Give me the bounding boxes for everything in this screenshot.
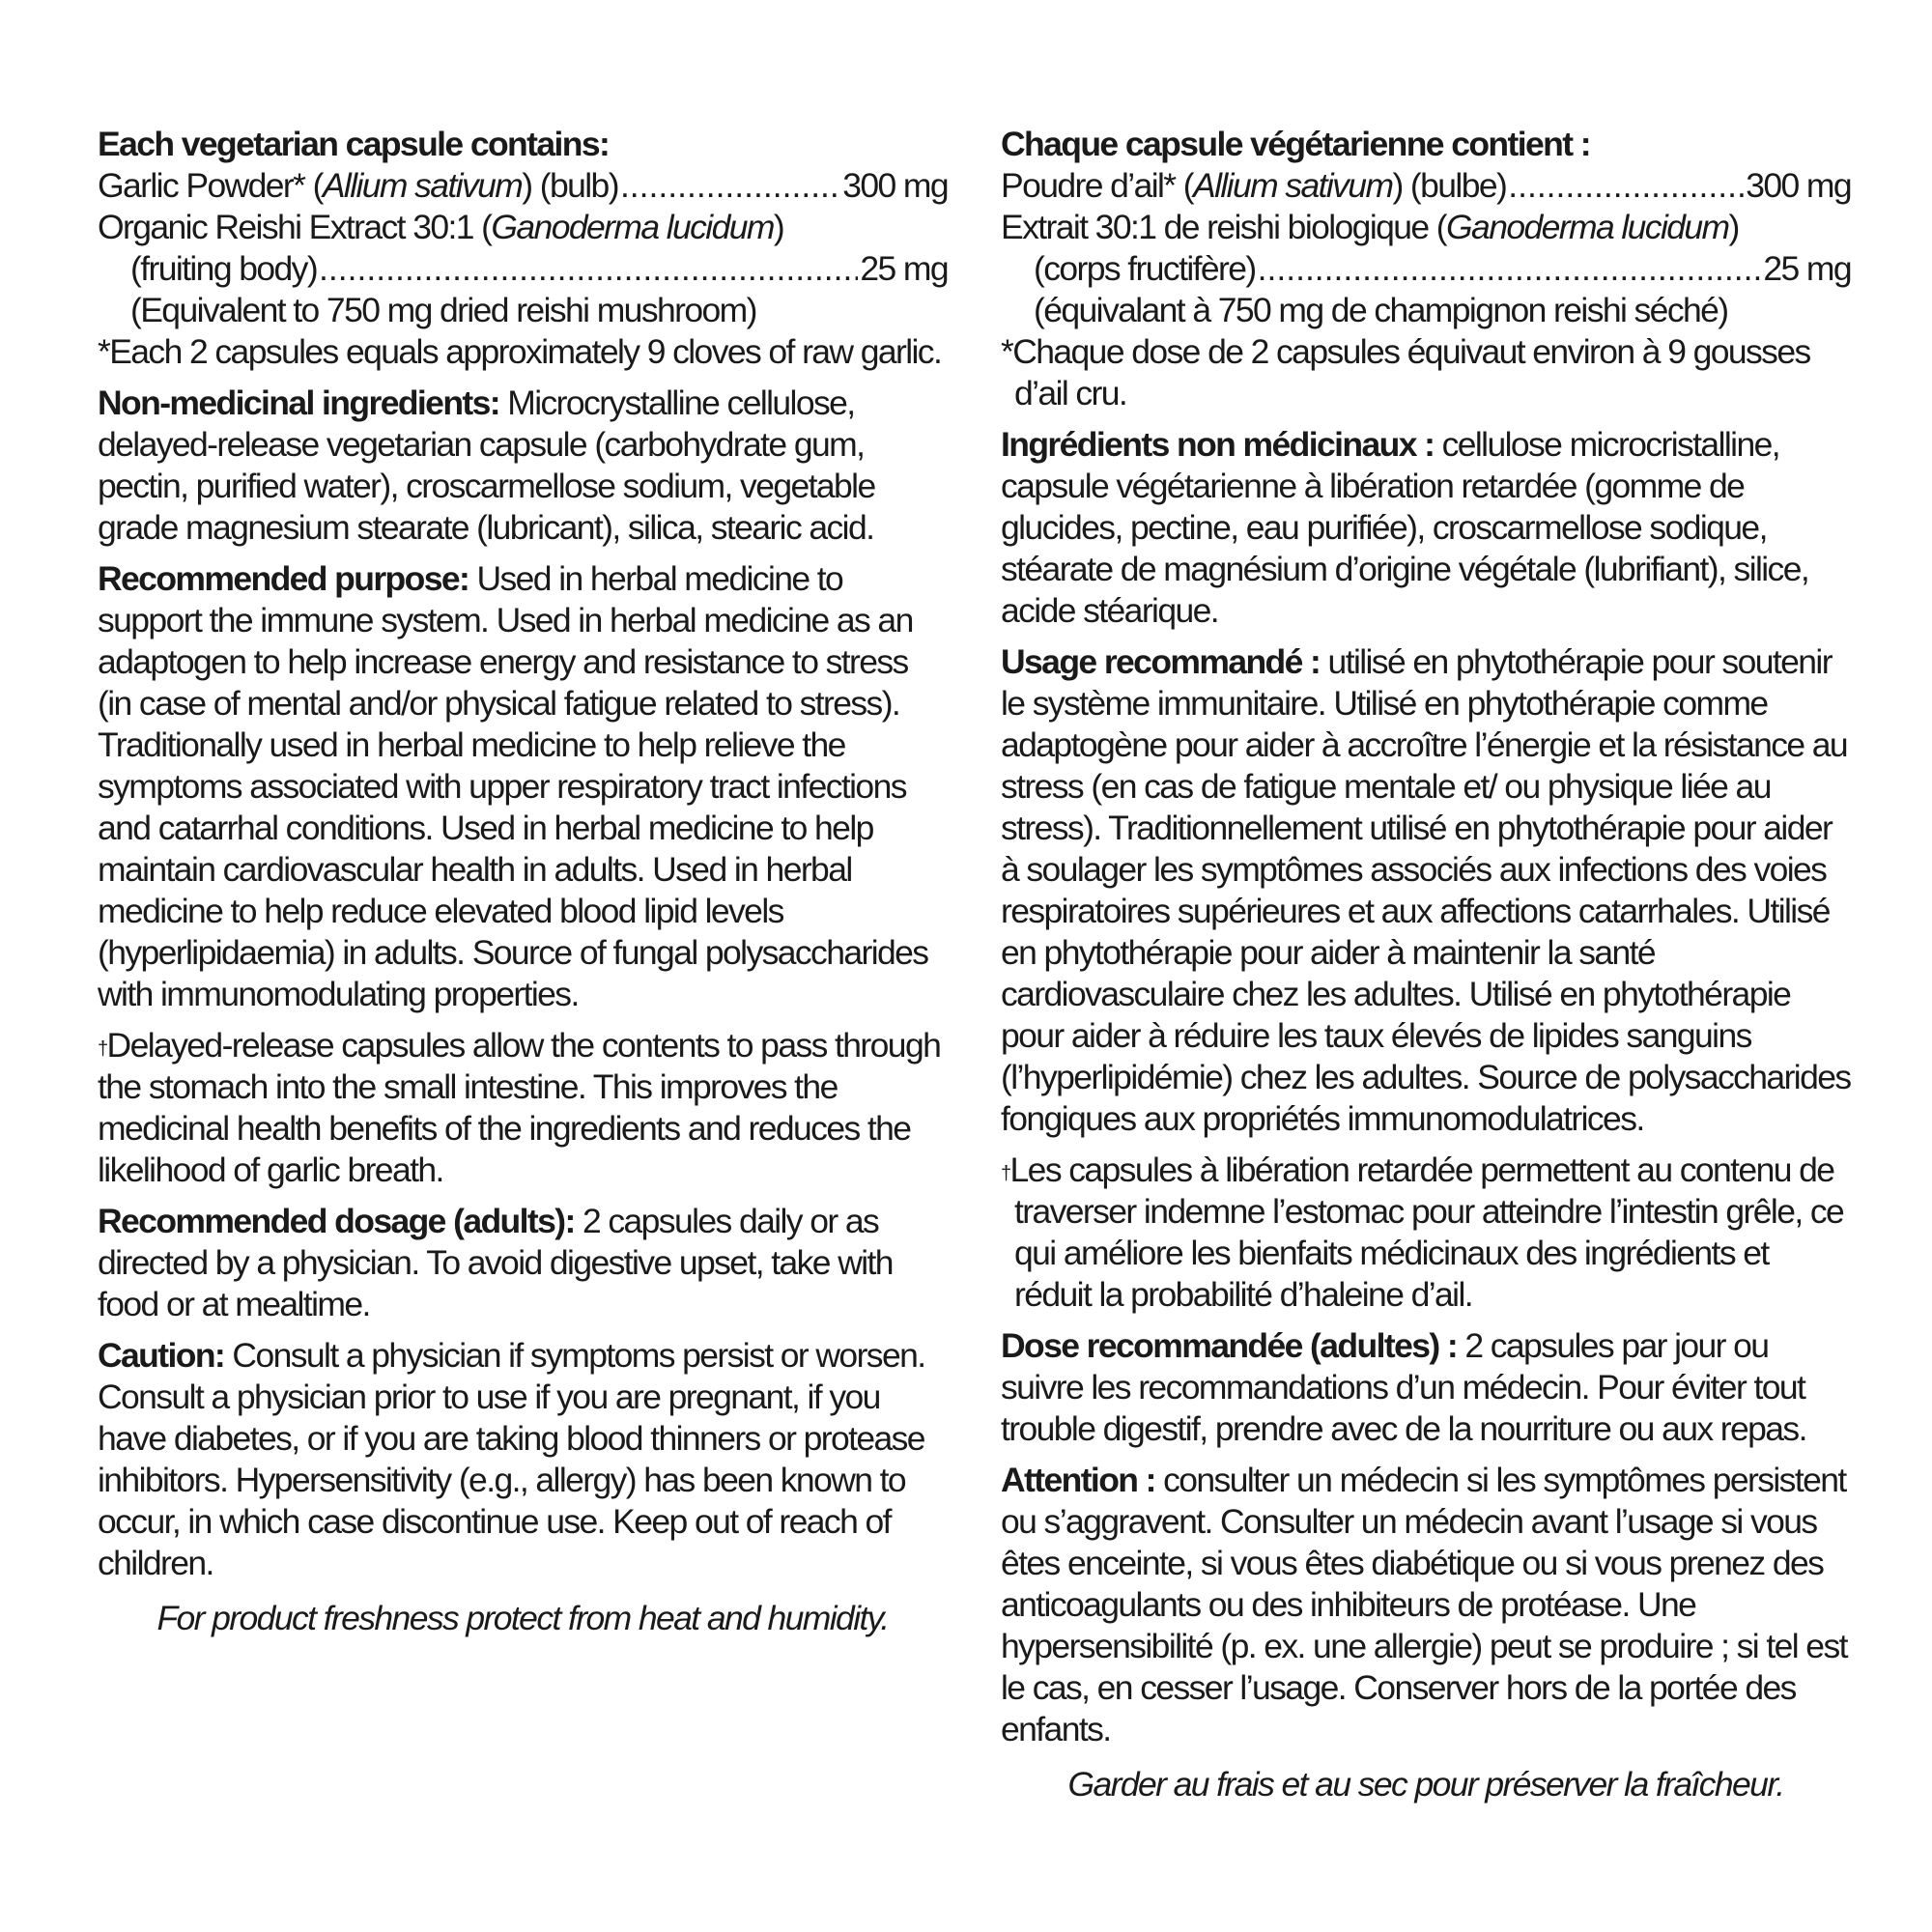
recommended-dosage (1001, 1325, 1851, 1450)
recommended-purpose (1001, 641, 1851, 1140)
section-text: cellulose microcristalline, capsule végétarienne à libération retardée (gomme de glucides, pectine, eau purifiée), croscarmellose sodique, stéarate de magnésium d’origine végétale (lubrifiant), silice, acide stéarique. (1001, 425, 1809, 630)
garlic-note: *Each 2 capsules equals approximately 9 cloves of raw garlic. (98, 332, 942, 371)
ingredient-amount: 300 mg (842, 166, 948, 205)
english-label-column (98, 124, 948, 1649)
section-label: Caution: (98, 1336, 225, 1375)
freshness-note: For product freshness protect from heat and humidity. (156, 1599, 889, 1637)
contains-heading: Chaque capsule végétarienne contient : (1001, 125, 1590, 163)
ingredient-name: Extrait 30:1 de reishi biologique (Ganoderma lucidum) (1001, 208, 1739, 246)
non-medicinal-ingredients (98, 383, 948, 549)
section-label: Attention : (1001, 1461, 1155, 1499)
contains-heading: Each vegetarian capsule contains: (98, 125, 610, 163)
recommended-purpose (98, 558, 948, 1015)
section-text: 2 capsules daily or as directed by a physician. To avoid digestive upset, take with food or at mealtime. (98, 1202, 893, 1323)
section-label: Dose recommandée (adultes) : (1001, 1326, 1458, 1365)
non-medicinal-ingredients (1001, 424, 1851, 632)
ingredient-part: (corps fructifère) (1034, 249, 1256, 288)
dot-leader (1508, 165, 1744, 207)
ingredient-amount: 25 mg (1763, 249, 1851, 288)
dot-leader (319, 248, 858, 290)
section-text: Consult a physician if symptoms persist or worsen. Consult a physician prior to use if you are pregnant, if you have diabetes, or if you are taking blood thinners or protease inhibitors. Hypersensitivity (e.g., allergy) has been known to occur, in which case discontinue use. Keep out of reach of children. (98, 1336, 925, 1582)
section-text: Les capsules à libération retardée permettent au contenu de traverser indemne l’estomac pour atteindre l’intestin grêle, ce qui améliore les bienfaits médicinaux des ingrédients et réduit la probabilité d’haleine d’ail. (1009, 1151, 1844, 1314)
ingredient-amount: 300 mg (1746, 166, 1851, 205)
freshness-note: Garder au frais et au sec pour préserver la fraîcheur. (1067, 1765, 1784, 1804)
section-text: Microcrystalline cellulose, delayed-release vegetarian capsule (carbohydrate gum, pectin, purified water), croscarmellose sodium, vegetable grade magnesium stearate (lubricant), silica, stearic acid. (98, 384, 875, 547)
ingredient-row-garlic (98, 165, 948, 207)
recommended-dosage (98, 1201, 948, 1325)
dagger-mark: † (98, 1038, 107, 1060)
delayed-release-note (98, 1025, 948, 1191)
ingredient-row-reishi-part (98, 248, 948, 290)
ingredient-equivalent: (équivalant à 750 mg de champignon reishi séché) (1034, 291, 1728, 329)
medicinal-ingredients-block (98, 124, 948, 373)
ingredient-row-reishi-part (1001, 248, 1851, 290)
caution (98, 1335, 948, 1584)
ingredient-part: (fruiting body) (130, 249, 318, 288)
ingredient-name: Garlic Powder* (Allium sativum) (bulb) (98, 166, 618, 205)
ingredient-equivalent: (Equivalent to 750 mg dried reishi mushroom) (130, 291, 756, 329)
garlic-note: *Chaque dose de 2 capsules équivaut environ à 9 gousses d’ail cru. (1001, 332, 1810, 412)
dagger-mark: † (1001, 1163, 1010, 1184)
section-text: utilisé en phytothérapie pour soutenir le système immunitaire. Utilisé en phytothérapie comme adaptogène pour aider à accroître l’énergie et la résistance au stress (en cas de fatigue mentale et/ ou physique liée au stress). Traditionnellement utilisé en phytothérapie pour aider à soulager les symptômes associés aux infections des voies respiratoires supérieures et aux affections catarrhales. Utilisé en phytothérapie pour aider à maintenir la santé cardiovasculaire chez les adultes. Utilisé en phytothérapie pour aider à réduire les taux élevés de lipides sanguins (l’hyperlipidémie) chez les adultes. Source de polysaccharides fongiques aux propriétés immunomodulatrices. (1001, 642, 1851, 1138)
section-text: 2 capsules par jour ou suivre les recommandations d’un médecin. Pour éviter tout trouble digestif, prendre avec de la nourriture ou aux repas. (1001, 1326, 1806, 1448)
section-label: Ingrédients non médicinaux : (1001, 425, 1435, 464)
ingredient-row-garlic (1001, 165, 1851, 207)
section-text: consulter un médecin si les symptômes persistent ou s’aggravent. Consulter un médecin avant l’usage si vous êtes enceinte, si vous êtes diabétique ou si vous prenez des anticoagulants ou des inhibiteurs de protéase. Une hypersensibilité (p. ex. une allergie) peut se produire ; si tel est le cas, en cesser l’usage. Conserver hors de la portée des enfants. (1001, 1461, 1847, 1748)
ingredient-row-reishi (98, 207, 948, 248)
section-text: Used in herbal medicine to support the immune system. Used in herbal medicine as an adaptogen to help increase energy and resistance to stress (in case of mental and/or physical fatigue related to stress). Traditionally used in herbal medicine to help relieve the symptoms associated with upper respiratory tract infections and catarrhal conditions. Used in herbal medicine to help maintain cardiovascular health in adults. Used in herbal medicine to help reduce elevated blood lipid levels (hyperlipidaemia) in adults. Source of fungal polysaccharides with immunomodulating properties. (98, 559, 928, 1013)
ingredient-name: Poudre d’ail* (Allium sativum) (bulbe) (1001, 166, 1507, 205)
section-text: Delayed-release capsules allow the contents to pass through the stomach into the small intestine. This improves the medicinal health benefits of the ingredients and reduces the likelihood of garlic breath. (98, 1026, 941, 1189)
ingredient-row-reishi (1001, 207, 1851, 248)
section-label: Non-medicinal ingredients: (98, 384, 500, 422)
section-label: Usage recommandé : (1001, 642, 1321, 681)
section-label: Recommended purpose: (98, 559, 469, 598)
caution (1001, 1460, 1851, 1750)
ingredient-name: Organic Reishi Extract 30:1 (Ganoderma lucidum) (98, 208, 784, 246)
ingredient-amount: 25 mg (860, 249, 948, 288)
french-label-column (1001, 124, 1851, 1815)
dot-leader (1258, 248, 1762, 290)
delayed-release-note (1001, 1150, 1851, 1316)
medicinal-ingredients-block (1001, 124, 1851, 414)
dot-leader (620, 165, 840, 207)
section-label: Recommended dosage (adults): (98, 1202, 575, 1240)
